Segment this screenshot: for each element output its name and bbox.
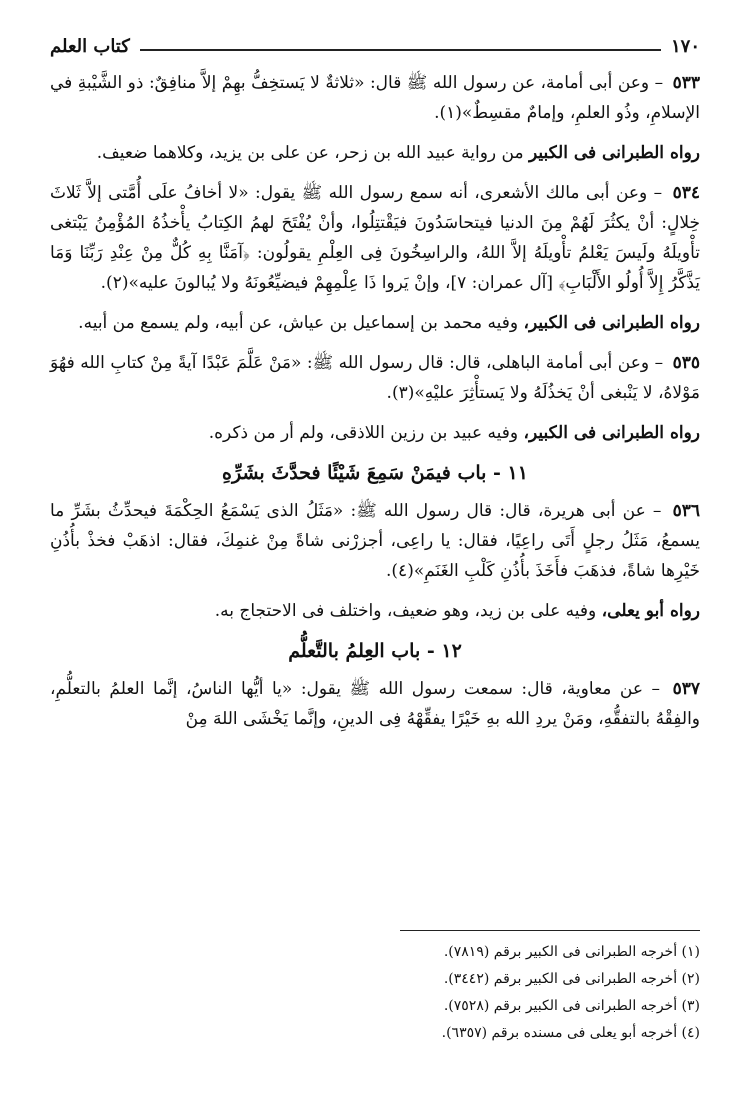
hadith-535: ٥٣٥ – وعن أبى أمامة الباهلى، قال: قال رسول الله ﷺ: «مَنْ عَلَّمَ عَبْدًا آيةً مِنْ كتابِ الله فهُوَ مَوْلاهُ، لا يَنْبغى أنْ يَخذُلَهُ ولا يَستأْثِرَ عليْهِ»(٣). <box>50 353 700 403</box>
footnotes <box>50 930 700 1047</box>
book-title: كتاب العلم <box>50 35 130 57</box>
hadith-text: وعن أبى أمامة، عن رسول الله ﷺ قال: «ثلاثةٌ لا يَستخِفُّ بهِمْ إلاَّ منافِقٌ: ذو الشَّيْبةِ في الإسلامِ، وذُو العلمِ، وإمامٌ مقسِطٌ»(١). <box>50 73 700 123</box>
hadith-text: وعن أبى مالك الأشعرى، أنه سمع رسول الله ﷺ يقول: «لا أخافُ علَى أُمَّتى إلاَّ ثَلاثَ خِلالٍ: أنْ يكثُرَ لَهُمْ مِنَ الدنيا فيتحاسَدُونَ فيَقْتتِلُوا، وأنْ يُفْتَحَ لهمُ الكِتابُ يأْخذُهُ المُؤْمِنُ يَبْتغى تأْويلَهُ ولَيسَ يَعْلمُ تأْويلَهُ إلاَّ اللهُ، والراسِخُونَ فِى العِلْمِ يقولُون: ﴿آمَنَّا بِهِ كُلٌّ مِنْ عِنْدِ رَبِّنَا وَمَا يَذَّكَّرُ إِلاَّ أُولُو الأَلْبَابِ﴾ [آل عمران: ٧]، وإنْ يَروا ذَا عِلْمِهِمْ فيضيِّعُونَهُ ولا يُبالونَ عليه»(٢). <box>50 183 700 293</box>
hadith-536: ٥٣٦ – عن أبى هريرة، قال: قال رسول الله ﷺ: «مَثَلُ الذى يَسْمَعُ الحِكْمَةَ فيحدِّثُ بشَرِّ ما يسمعُ، مَثَلُ رجلٍ أَتَى راعِيًا، فقال: يا راعِى، أجزرْنى شاةً مِنْ غنمِكَ، فقال: اذهَبْ فخذْ بأُذُنِ خَيْرِها شاةً، فذهَبَ فأَخَذَ بأُذُنِ كَلْبِ الغَنَمِ»(٤). <box>50 501 701 581</box>
hadith-535-source <box>50 418 700 448</box>
hadith-536-source <box>50 596 700 626</box>
source-text: وفيه محمد بن إسماعيل بن عياش، عن أبيه، ولم يسمع من أبيه. <box>78 313 519 333</box>
footnote-rule <box>400 930 700 931</box>
hadith-534: ٥٣٤ – وعن أبى مالك الأشعرى، أنه سمع رسول الله ﷺ يقول: «لا أخافُ علَى أُمَّتى إلاَّ ثَلاثَ خِلالٍ: أنْ يكثُرَ لَهُمْ مِنَ الدنيا فيتحاسَدُونَ فيَقْتتِلُوا، وأنْ يُفْتَحَ لهمُ الكِتابُ يأْخذُهُ المُؤْمِنُ يَبْتغى تأْويلَهُ ولَيسَ يَعْلمُ تأْويلَهُ إلاَّ اللهُ، والراسِخُونَ فِى العِلْمِ يقولُون: ﴿آمَنَّا بِهِ كُلٌّ مِنْ عِنْدِ رَبِّنَا وَمَا يَذَّكَّرُ إِلاَّ أُولُو الأَلْبَابِ﴾ [آل عمران: ٧]، وإنْ يَروا ذَا عِلْمِهِمْ فيضيِّعُونَهُ ولا يُبالونَ عليه»(٢). <box>50 183 701 293</box>
chapter-heading-12: ١٢ - باب العِلمُ بالتَّعلُّم <box>288 640 462 662</box>
source-label: رواه أبو يعلى، <box>601 601 700 621</box>
hadith-537: ٥٣٧ – عن معاوية، قال: سمعت رسول الله ﷺ يقول: «يا أيُّها الناسُ، إنَّما العلمُ بالتعلُّمِ، والفِقْهُ بالتفقُّهِ، ومَنْ يردِ الله بهِ خَيْرًا يفقِّهْهُ فِى الدينِ، وإنَّما يَخْشَى اللهَ مِنْ <box>50 679 700 729</box>
source-label: رواه الطبرانى فى الكبير، <box>523 313 700 333</box>
hadith-534-source <box>50 308 700 338</box>
page-header <box>50 30 700 62</box>
source-label: رواه الطبرانى فى الكبير، <box>523 423 700 443</box>
source-text: وفيه على بن زيد، وهو ضعيف، واختلف فى الاحتجاج به. <box>214 601 597 621</box>
footnote-2: (٢) أخرجه الطبرانى فى الكبير برقم (٣٤٤٢). <box>443 971 700 987</box>
source-text: وفيه عبيد بن رزين اللاذقى، ولم أر من ذكره. <box>208 423 519 443</box>
chapter-heading-11: ١١ - باب فيمَنْ سَمِعَ شَيْئًا فحدَّثَ بشَرِّهِ <box>222 462 528 484</box>
hadith-533-source <box>50 138 700 168</box>
footnote-3: (٣) أخرجه الطبرانى فى الكبير برقم (٧٥٢٨). <box>443 998 700 1014</box>
footnote-1: (١) أخرجه الطبرانى فى الكبير برقم (٧٨١٩). <box>443 944 700 960</box>
hadith-number: ٥٣٧ <box>672 679 700 699</box>
header-rule <box>140 49 661 51</box>
hadith-number: ٥٣٦ <box>672 501 701 521</box>
hadith-number: ٥٣٤ <box>672 183 701 203</box>
hadith-number: ٥٣٣ <box>672 73 700 93</box>
source-text: من رواية عبيد الله بن زحر، عن على بن يزيد، وكلاهما ضعيف. <box>96 143 524 163</box>
page-number: ١٧٠ <box>670 35 700 57</box>
hadith-text: عن أبى هريرة، قال: قال رسول الله ﷺ: «مَثَلُ الذى يَسْمَعُ الحِكْمَةَ فيحدِّثُ بشَرِّ ما يسمعُ، مَثَلُ رجلٍ أَتَى راعِيًا، فقال: يا راعِى، أجزرْنى شاةً مِنْ غنمِكَ، فقال: اذهَبْ فخذْ بأُذُنِ خَيْرِها شاةً، فذهَبَ فأَخَذَ بأُذُنِ كَلْبِ الغَنَمِ»(٤). <box>50 501 700 581</box>
footnote-4: (٤) أخرجه أبو يعلى فى مسنده برقم (٦٣٥٧). <box>441 1025 700 1041</box>
hadith-text: عن معاوية، قال: سمعت رسول الله ﷺ يقول: «يا أيُّها الناسُ، إنَّما العلمُ بالتعلُّمِ، والفِقْهُ بالتفقُّهِ، ومَنْ يردِ الله بهِ خَيْرًا يفقِّهْهُ فِى الدينِ، وإنَّما يَخْشَى اللهَ مِنْ <box>50 679 700 729</box>
page-body <box>50 68 700 744</box>
source-label: رواه الطبرانى فى الكبير <box>528 143 700 163</box>
hadith-533: ٥٣٣ – وعن أبى أمامة، عن رسول الله ﷺ قال: «ثلاثةٌ لا يَستخِفُّ بهِمْ إلاَّ منافِقٌ: ذو الشَّيْبةِ في الإسلامِ، وذُو العلمِ، وإمامٌ مقسِطٌ»(١). <box>50 73 700 123</box>
hadith-text: وعن أبى أمامة الباهلى، قال: قال رسول الله ﷺ: «مَنْ عَلَّمَ عَبْدًا آيةً مِنْ كتابِ الله فهُوَ مَوْلاهُ، لا يَنْبغى أنْ يَخذُلَهُ ولا يَستأْثِرَ عليْهِ»(٣). <box>50 353 700 403</box>
hadith-number: ٥٣٥ <box>672 353 700 373</box>
